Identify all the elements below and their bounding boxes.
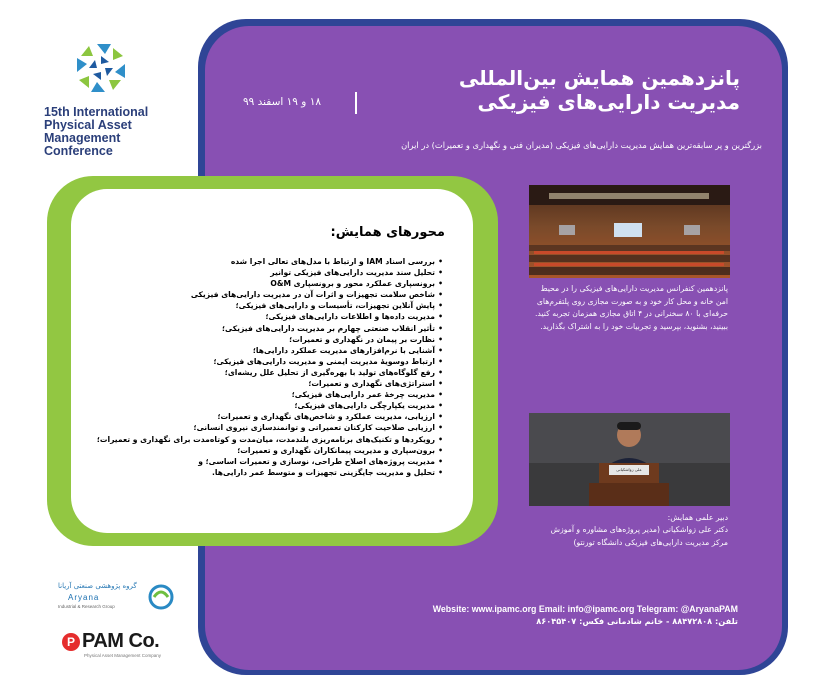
topic-item: • مدیریت داده‌ها و اطلاعات دارایی‌های فیزیکی؛	[88, 311, 443, 322]
pam-logo-text: PAM Co.	[82, 630, 160, 652]
topic-item: • تأثیر انقلاب صنعتی چهارم بر مدیریت دارایی‌های فیزیکی؛	[88, 323, 443, 334]
topic-item: • رفع گلوگاه‌های تولید با بهره‌گیری از تحلیل علل ریشه‌ای؛	[88, 367, 443, 378]
pam-mark-icon: P	[62, 633, 80, 651]
title-line-2: مدیریت دارایی‌های فیزیکی	[477, 90, 740, 114]
topic-item: • بررسی اسناد IAM و ارتباط با مدل‌های تعالی اجرا شده	[88, 256, 443, 267]
secretary-heading: دبیر علمی همایش:	[667, 513, 728, 522]
aryana-name-en: Aryana	[68, 593, 100, 602]
topic-item: • رویکردها و تکنیک‌های برنامه‌ریزی بلندمدت، میان‌مدت و کوتاه‌مدت برای نگهداری و تعمیرات؛	[88, 434, 443, 445]
tagline: بزرگترین و پر سابقه‌ترین همایش مدیریت دارایی‌های فیزیکی (مدیران فنی و نگهداری و تعمیرات) در ایران	[401, 140, 762, 150]
pam-company-logo	[60, 630, 200, 662]
speaker-name-tag: علی زواشکیانی	[616, 467, 642, 472]
topics-list	[88, 256, 443, 478]
aryana-name-fa: گروه پژوهشی صنعتی آریانا	[58, 582, 137, 590]
topic-item: • ارزیابی، مدیریت عملکرد و شاخص‌های نگهداری و تعمیرات؛	[88, 411, 443, 422]
conference-name-line: 15th International	[44, 105, 149, 119]
topics-title: محورهای همایش:	[330, 225, 445, 240]
topic-item: • مدیریت یکپارچگی دارایی‌های فیزیکی؛	[88, 400, 443, 411]
topic-item: • ارزیابی صلاحیت کارکنان تعمیراتی و توانمندسازی نیروی انسانی؛	[88, 422, 443, 433]
conference-name-line: Management	[44, 131, 121, 145]
conference-logo-icon	[62, 40, 140, 96]
conference-hall-photo	[529, 185, 730, 278]
contact-web-email-telegram: Website: www.ipamc.org Email: info@ipamc.org Telegram: @AryanaPAM	[432, 604, 738, 614]
topic-item: • تحلیل سند مدیریت دارایی‌های فیزیکی توانیر	[88, 267, 443, 278]
conference-name-en	[44, 106, 204, 158]
conference-date: ۱۸ و ۱۹ اسفند ۹۹	[243, 96, 321, 108]
title-line-1: پانزدهمین همایش بین‌المللی	[458, 66, 740, 90]
topic-item: • تحلیل و مدیریت جایگزینی تجهیزات و متوسط عمر دارایی‌ها.	[88, 467, 443, 478]
topic-item: • پایش آنلاین تجهیزات، تأسیسات و دارایی‌های فیزیکی؛	[88, 300, 443, 311]
conference-title-fa	[300, 66, 740, 114]
speaker-photo	[529, 413, 730, 506]
topic-item: • نظارت بر پیمان در نگهداری و تعمیرات؛	[88, 334, 443, 345]
title-divider	[355, 92, 357, 114]
pam-logo-subtitle: Physical Asset Management Company	[84, 653, 162, 658]
topic-item: • استراتژی‌های نگهداری و تعمیرات؛	[88, 378, 443, 389]
topic-item: • آشنایی با نرم‌افزارهای مدیریت عملکرد دارایی‌ها؛	[88, 345, 443, 356]
topic-item: • مدیریت پروژه‌های اصلاح طراحی، نوسازی و تعمیرات اساسی؛ و	[88, 456, 443, 467]
contact-phone-fax: تلفن: ۸۸۴۷۲۸۰۸ - خانم شادمانی فکس: ۸۶۰۴۵۴۰۷	[536, 616, 738, 626]
conference-name-line: Conference	[44, 144, 113, 158]
secretary-body: دکتر علی زواشکیانی (مدیر پروژه‌های مشاوره و آموزش مرکز مدیریت دارایی‌های فیزیکی دانشگاه تورنتو)	[550, 525, 728, 547]
aryana-logo	[58, 580, 178, 624]
topic-item: • مدیریت چرخهٔ عمر دارایی‌های فیزیکی؛	[88, 389, 443, 400]
aryana-subtitle: Industrial & Research Group	[58, 604, 115, 609]
topic-item: • ارتباط دوسویهٔ مدیریت ایمنی و مدیریت دارایی‌های فیزیکی؛	[88, 356, 443, 367]
topic-item: • شاخص سلامت تجهیزات و اثرات آن در مدیریت دارایی‌های فیزیکی	[88, 289, 443, 300]
conference-name-line: Physical Asset	[44, 118, 132, 132]
conference-description: پانزدهمین کنفرانس مدیریت دارایی‌های فیزیکی را در محیط امن خانه و محل کار خود و به صورت مجازی روی پلتفرم‌های حرفه‌ای با ۸۰ سخنرانی در ۴ اتاق مجازی همزمان تجربه کنید. ببینید، بشنوید، بپرسید و تجربیات خود را به اشتراک بگذارید.	[534, 284, 728, 331]
topic-item: • برون‌سپاری و مدیریت پیمانکاران نگهداری و تعمیرات؛	[88, 445, 443, 456]
aryana-emblem-icon	[146, 584, 176, 610]
topic-item: • برونسپاری عملکرد محور و برونسپاری O&M	[88, 278, 443, 289]
scientific-secretary	[535, 512, 728, 549]
